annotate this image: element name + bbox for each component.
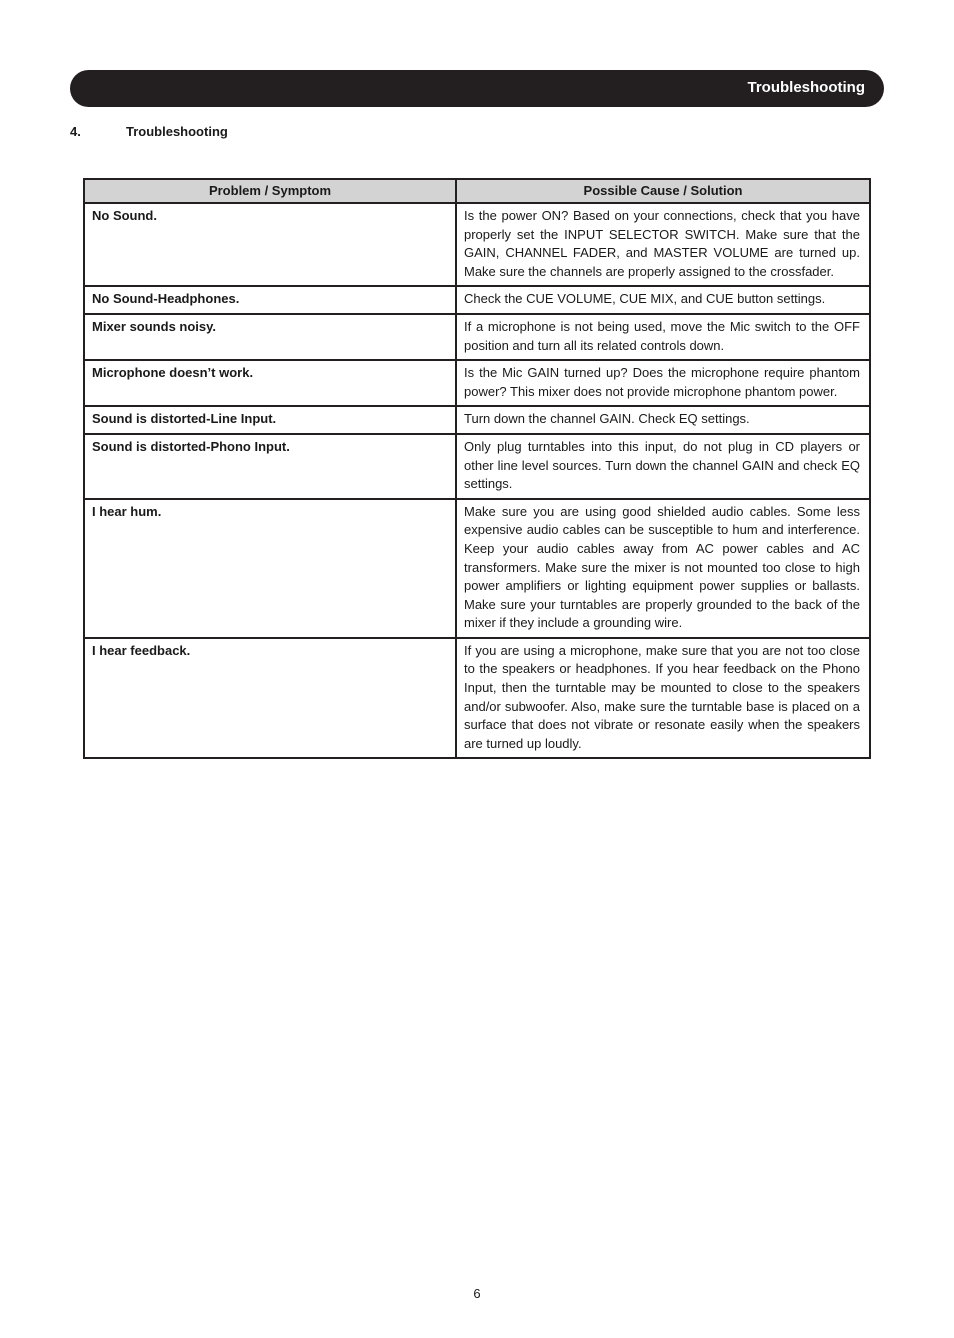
solution-cell: Turn down the channel GAIN. Check EQ settings. bbox=[456, 406, 870, 434]
header-title: Troubleshooting bbox=[747, 79, 865, 96]
section-heading bbox=[70, 124, 228, 139]
table-row bbox=[84, 406, 870, 434]
problem-cell: Mixer sounds noisy. bbox=[84, 314, 456, 360]
problem-cell: No Sound-Headphones. bbox=[84, 286, 456, 314]
problem-cell: Microphone doesn’t work. bbox=[84, 360, 456, 406]
problem-cell: I hear feedback. bbox=[84, 638, 456, 759]
header-bar bbox=[70, 70, 884, 107]
table-header-row bbox=[84, 179, 870, 203]
table-row bbox=[84, 203, 870, 286]
solution-cell: Check the CUE VOLUME, CUE MIX, and CUE button settings. bbox=[456, 286, 870, 314]
section-title: Troubleshooting bbox=[126, 124, 228, 139]
solution-cell: Make sure you are using good shielded audio cables. Some less expensive audio cables can be susceptible to hum and interference. Keep your audio cables away from AC power cables and AC transformers. Make sure the mixer is not mounted too close to high power amplifiers or lighting equipment power supplies or ballasts. Make sure your turntables are properly grounded to the back of the mixer if they include a grounding wire. bbox=[456, 499, 870, 638]
problem-cell: Sound is distorted-Line Input. bbox=[84, 406, 456, 434]
column-header-solution: Possible Cause / Solution bbox=[456, 179, 870, 203]
table-row bbox=[84, 638, 870, 759]
solution-cell: If a microphone is not being used, move the Mic switch to the OFF position and turn all its related controls down. bbox=[456, 314, 870, 360]
column-header-problem: Problem / Symptom bbox=[84, 179, 456, 203]
solution-cell: Only plug turntables into this input, do not plug in CD players or other line level sources. Turn down the channel GAIN and check EQ settings. bbox=[456, 434, 870, 499]
problem-cell: Sound is distorted-Phono Input. bbox=[84, 434, 456, 499]
table-row bbox=[84, 286, 870, 314]
table-row bbox=[84, 434, 870, 499]
table-row bbox=[84, 499, 870, 638]
solution-cell: Is the Mic GAIN turned up? Does the microphone require phantom power? This mixer does not provide microphone phantom power. bbox=[456, 360, 870, 406]
solution-cell: If you are using a microphone, make sure that you are not too close to the speakers or headphones. If you hear feedback on the Phono Input, then the turntable may be mounted to close to the speakers and/or subwoofer. Also, make sure the turntable base is placed on a surface that does not vibrate or resonate easily when the speakers are turned up loudly. bbox=[456, 638, 870, 759]
table-row bbox=[84, 360, 870, 406]
section-number: 4. bbox=[70, 124, 81, 139]
troubleshooting-table bbox=[83, 178, 871, 759]
table-row bbox=[84, 314, 870, 360]
solution-cell: Is the power ON? Based on your connections, check that you have properly set the INPUT SELECTOR SWITCH. Make sure that the GAIN, CHANNEL FADER, and MASTER VOLUME are turned up. Make sure the channels are properly assigned to the crossfader. bbox=[456, 203, 870, 286]
problem-cell: No Sound. bbox=[84, 203, 456, 286]
page-number: 6 bbox=[473, 1286, 481, 1301]
problem-cell: I hear hum. bbox=[84, 499, 456, 638]
